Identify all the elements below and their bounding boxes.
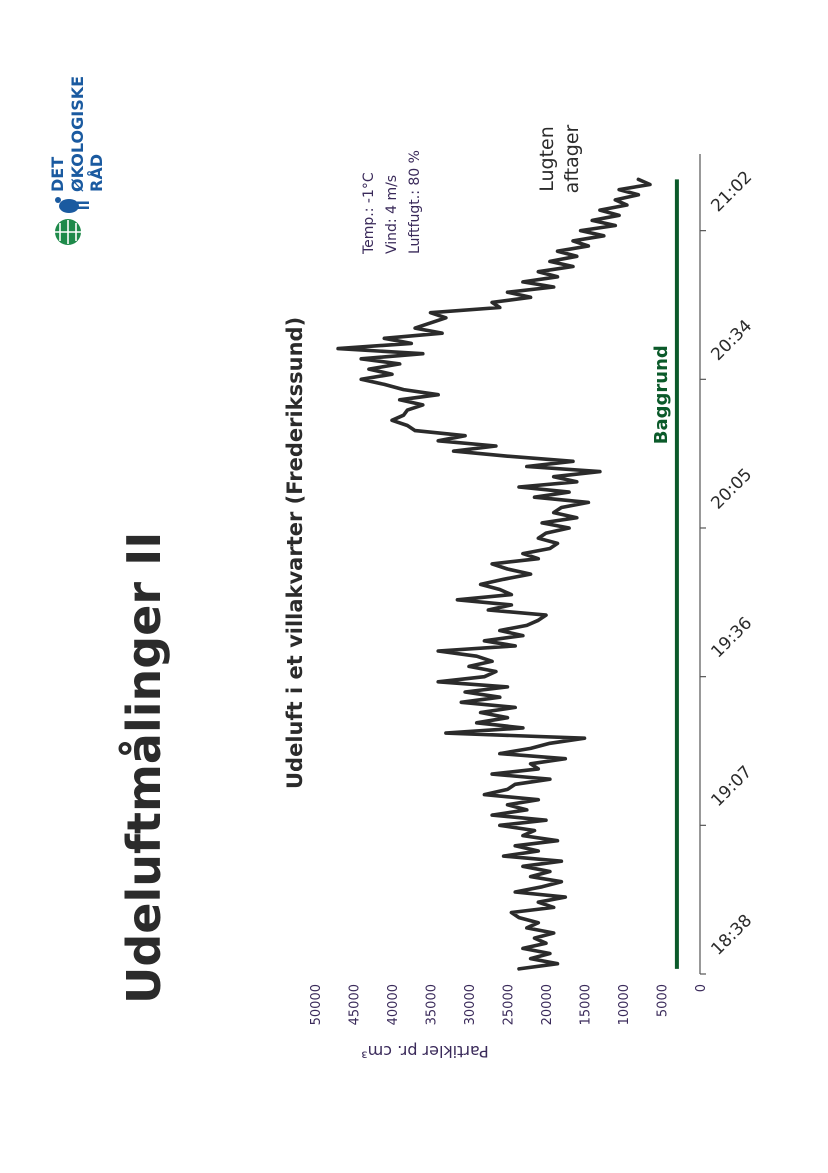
chart-title: Udeluft i et villakvarter (Frederikssund) [283,317,307,789]
weather-annotation [361,150,423,255]
odor-annotation [536,124,583,193]
y-tick-label: 45000 [348,984,363,1025]
odor-line-2: aftager [561,124,583,193]
weather-temp: Temp.: -1°C [361,172,377,255]
x-tick-label: 21:02 [707,167,756,216]
x-tick-label: 20:34 [707,316,756,365]
y-tick-label: 50000 [309,984,324,1025]
y-tick-label: 40000 [386,984,401,1025]
x-tick-label: 18:38 [707,911,756,960]
y-tick-label: 30000 [463,984,478,1025]
x-tick-label: 19:07 [707,762,756,811]
odor-line-1: Lugten [536,126,558,192]
logo-line-okologiske: ØKOLOGISKE [68,76,87,192]
y-tick-label: 5000 [656,984,671,1017]
weather-wind: Vind: 4 m/s [384,175,400,254]
y-tick-label: 20000 [540,984,555,1025]
y-tick-label: 10000 [617,984,632,1025]
series-line [338,179,650,969]
weather-humidity: Luftfugt.: 80 % [407,150,423,254]
x-tick-label: 19:36 [707,613,756,662]
logo-line-det: DET [48,157,67,192]
y-tick-label: 35000 [425,984,440,1025]
baseline-label: Baggrund [651,345,672,444]
y-tick-label: 25000 [502,984,517,1025]
slide-title: Udeluftmålinger II [117,532,171,1004]
logo [48,76,106,245]
y-tick-label: 15000 [579,984,594,1025]
x-tick-label: 20:05 [707,465,756,514]
y-axis-label: Partikler pr. cm³ [361,1042,488,1061]
logo-figure-icon [55,197,89,213]
logo-line-raad: RÅD [87,154,106,192]
y-tick-label: 0 [694,984,709,992]
plot-area [309,154,756,1025]
